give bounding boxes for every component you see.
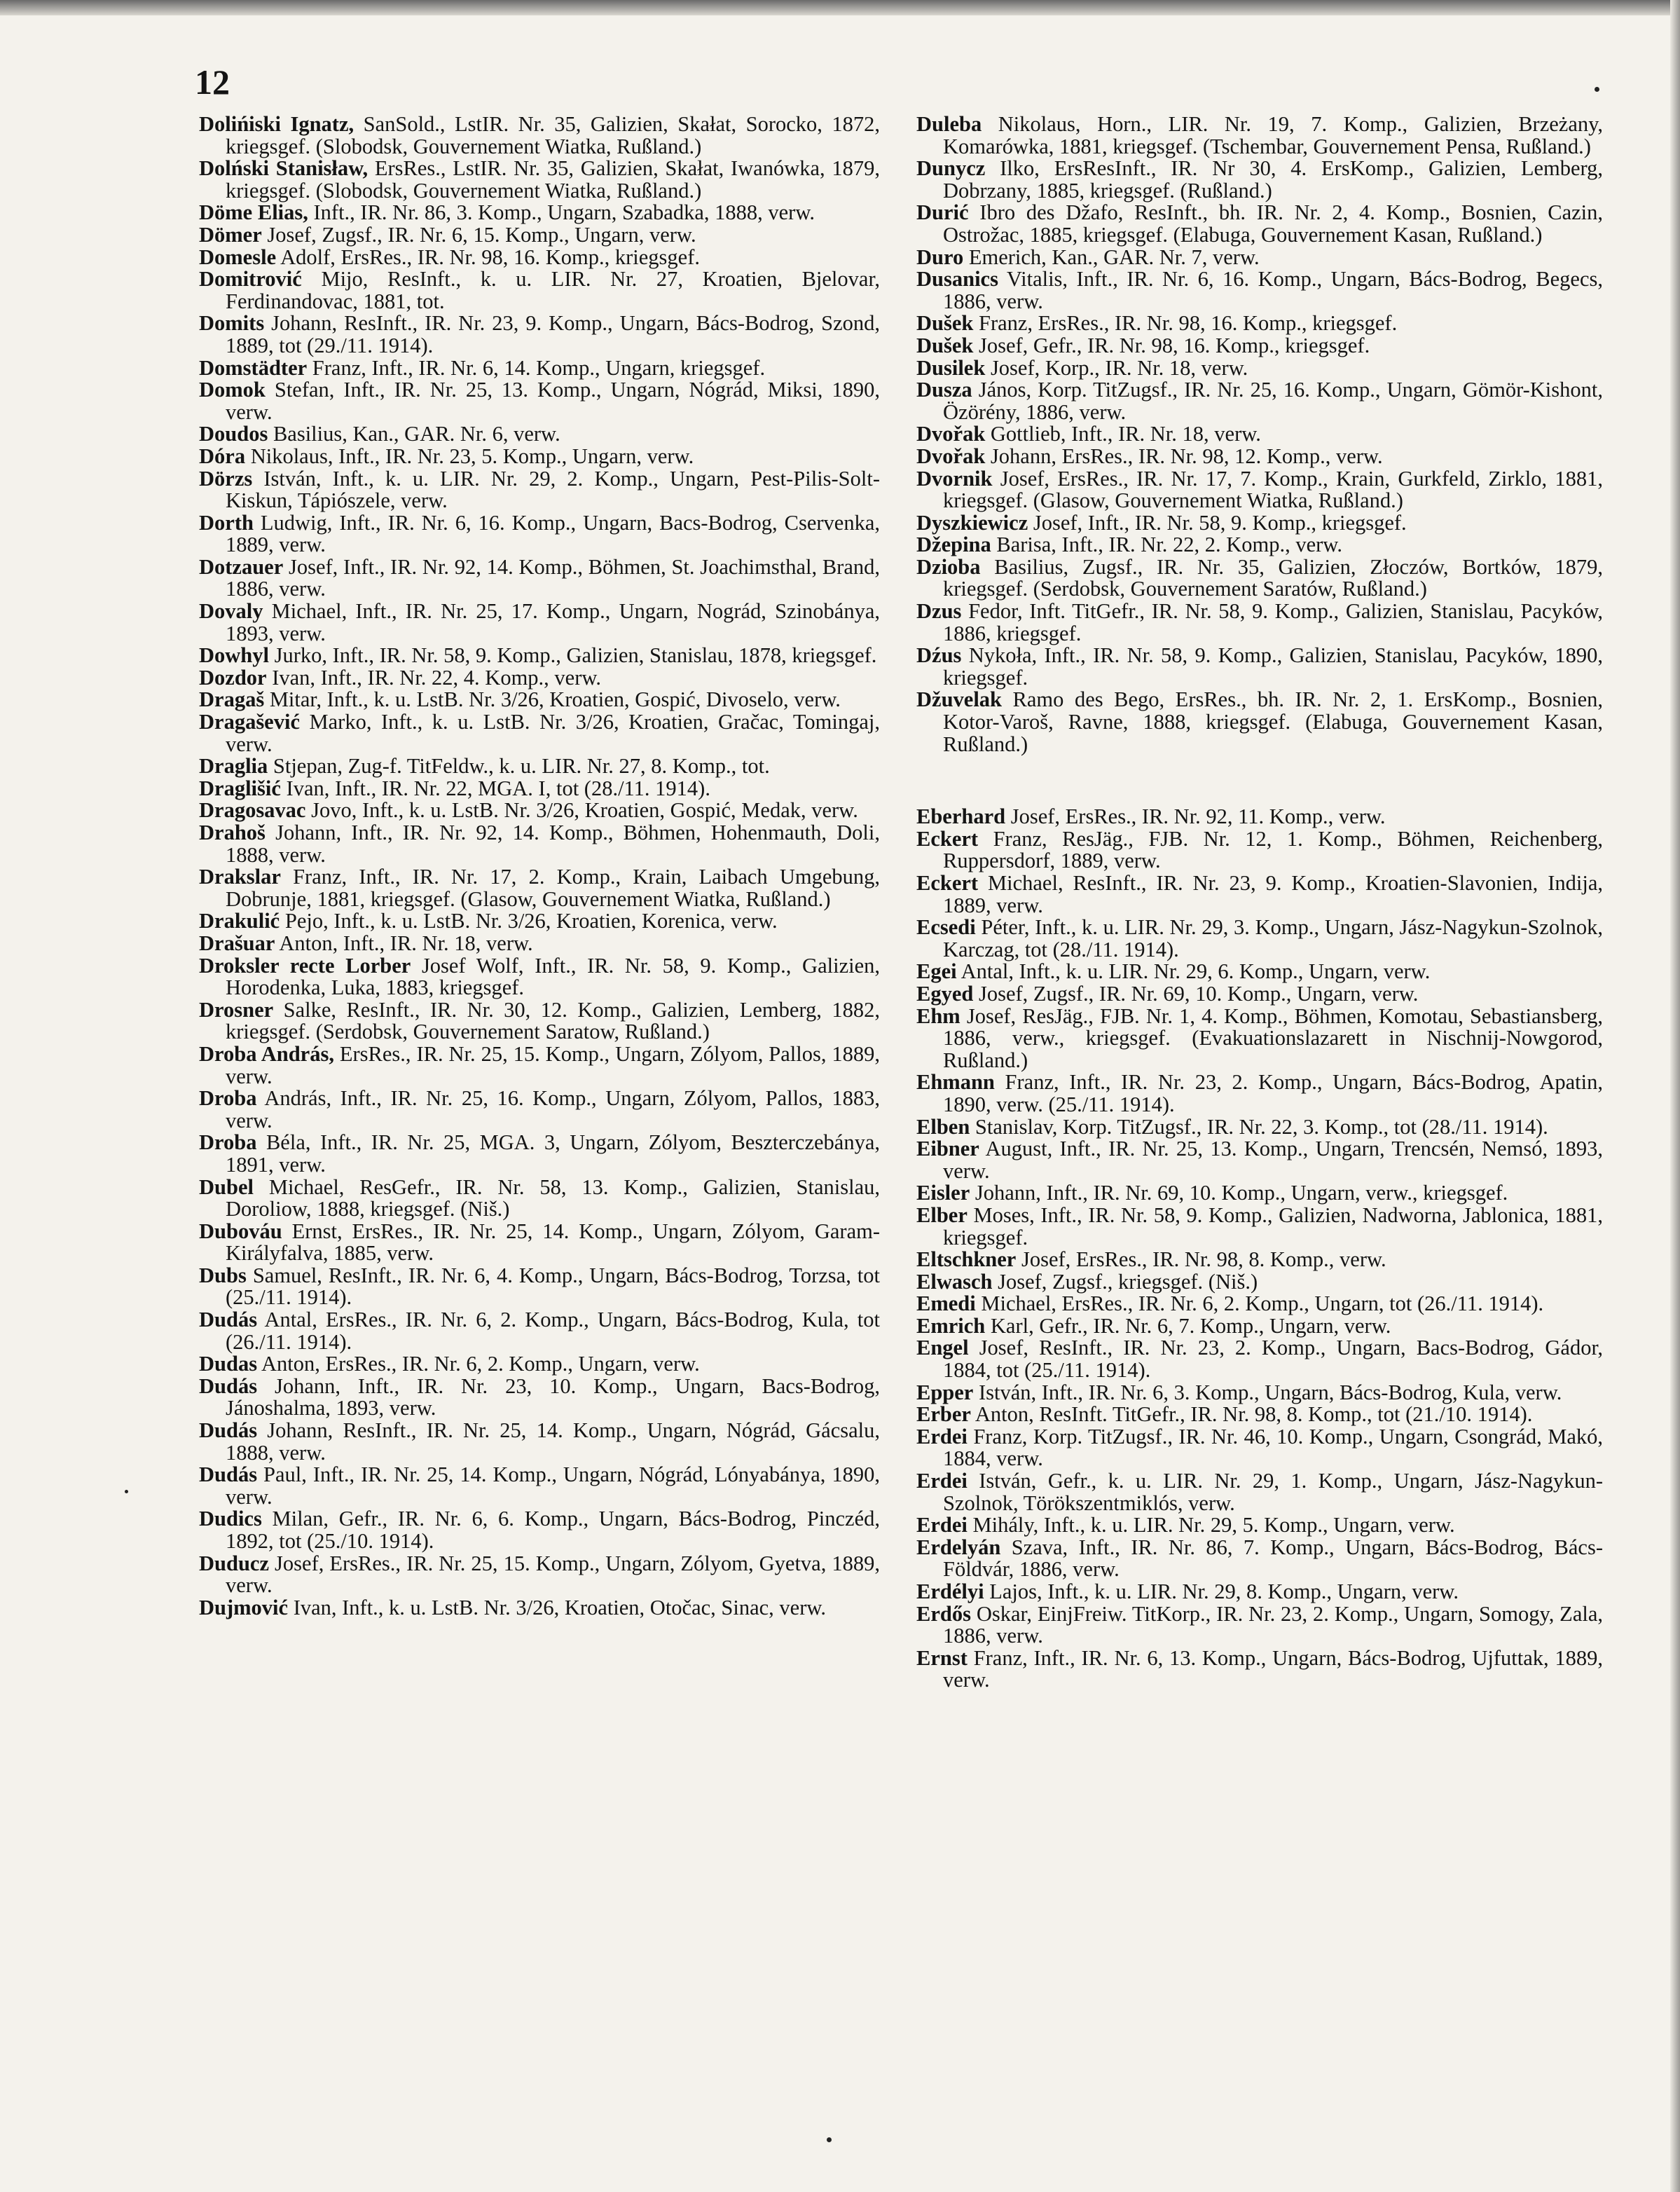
scan-right-edge <box>1670 0 1680 2192</box>
entry-details: Anton, Inft., IR. Nr. 18, verw. <box>279 931 533 955</box>
entry-surname: Drakulić <box>199 909 280 933</box>
entry-details: Josef, Gefr., IR. Nr. 98, 16. Komp., kriegsgef. <box>978 333 1370 357</box>
entry-details: Franz, Inft., IR. Nr. 6, 14. Komp., Ungarn, kriegsgef. <box>312 355 766 380</box>
entry-surname: Droba <box>199 1130 257 1155</box>
entry-details: August, Inft., IR. Nr. 25, 13. Komp., Ungarn, Trencsén, Nemsó, 1893, verw. <box>943 1137 1603 1183</box>
entry-details: Vitalis, Inft., IR. Nr. 6, 16. Komp., Ungarn, Bács-Bodrog, Begecs, 1886, verw. <box>943 267 1604 313</box>
entry-details: Ivan, Inft., IR. Nr. 22, 4. Komp., verw. <box>272 665 602 690</box>
entry-details: Basilius, Zugsf., IR. Nr. 35, Galizien, Złoczów, Bortków, 1879, kriegsgef. (Serdobsk, Gouvernement Saratów, Rußland.) <box>943 554 1603 601</box>
entry-details: Anton, ResInft. TitGefr., IR. Nr. 98, 8. Komp., tot (21./10. 1914). <box>975 1402 1533 1427</box>
entry-details: István, Inft., IR. Nr. 6, 3. Komp., Ungarn, Bács-Bodrog, Kula, verw. <box>978 1380 1562 1404</box>
register-entry <box>199 1553 880 1597</box>
register-entry <box>199 755 880 778</box>
register-entry <box>199 114 880 158</box>
entry-surname: Dvořak <box>916 444 986 468</box>
entry-surname: Ecsedi <box>916 915 976 940</box>
entry-surname: Dolński Stanisław, <box>199 156 369 181</box>
entry-surname: Emedi <box>916 1292 976 1316</box>
entry-surname: Duducz <box>199 1551 269 1575</box>
entry-surname: Domits <box>199 311 265 336</box>
register-entry <box>199 1376 880 1420</box>
entry-surname: Dubováu <box>199 1219 282 1243</box>
register-entry <box>199 822 880 866</box>
register-entry <box>916 1182 1603 1205</box>
entry-surname: Dudás <box>199 1463 258 1487</box>
register-entry <box>916 556 1603 601</box>
register-entry <box>916 468 1603 512</box>
entry-surname: Droksler recte Lorber <box>199 953 411 978</box>
entry-surname: Domok <box>199 378 266 402</box>
print-speck <box>1595 87 1599 92</box>
register-entry <box>199 313 880 357</box>
register-entry <box>916 423 1603 446</box>
entry-surname: Döme Elias, <box>199 200 308 225</box>
register-entry <box>916 1138 1603 1182</box>
entry-details: Karl, Gefr., IR. Nr. 6, 7. Komp., Ungarn, verw. <box>990 1313 1391 1338</box>
entry-surname: Dusilek <box>916 355 986 380</box>
entry-details: Josef, ResInft., IR. Nr. 23, 2. Komp., Ungarn, Bacs-Bodrog, Gádor, 1884, tot (25./11. 1914). <box>943 1336 1603 1383</box>
register-entry <box>199 933 880 955</box>
register-entry <box>199 667 880 690</box>
entry-details: Stefan, Inft., IR. Nr. 25, 13. Komp., Ungarn, Nógrád, Miksi, 1890, verw. <box>226 378 880 424</box>
register-entry <box>199 999 880 1043</box>
entry-surname: Dusza <box>916 378 972 402</box>
entry-surname: Eckert <box>916 871 979 895</box>
entry-details: Inft., IR. Nr. 86, 3. Komp., Ungarn, Szabadka, 1888, verw. <box>313 200 815 225</box>
entry-surname: Dubs <box>199 1263 247 1287</box>
register-entry <box>916 689 1603 755</box>
entry-surname: Dudás <box>199 1308 258 1332</box>
entry-details: Jurko, Inft., IR. Nr. 58, 9. Komp., Galizien, Stanislau, 1878, kriegsgef. <box>274 643 877 668</box>
entry-details: Emerich, Kan., GAR. Nr. 7, verw. <box>968 245 1260 269</box>
entry-surname: Dusanics <box>916 267 998 292</box>
register-entry <box>916 158 1603 202</box>
entry-details: Basilius, Kan., GAR. Nr. 6, verw. <box>273 422 560 446</box>
register-entry <box>199 689 880 711</box>
entry-surname: Draglišić <box>199 776 281 800</box>
register-entry <box>916 1205 1603 1249</box>
register-entry <box>199 1132 880 1176</box>
register-entry <box>199 711 880 755</box>
entry-surname: Eckert <box>916 826 979 851</box>
register-entry <box>199 268 880 313</box>
section-gap <box>916 755 1603 806</box>
entry-surname: Dzioba <box>916 554 981 579</box>
entry-details: Gottlieb, Inft., IR. Nr. 18, verw. <box>990 422 1261 446</box>
entry-details: István, Inft., k. u. LIR. Nr. 29, 2. Komp., Ungarn, Pest-Pilis-Solt-Kiskun, Tápiószele, verw. <box>226 466 880 513</box>
register-entry <box>916 1293 1603 1315</box>
entry-surname: Dragaš <box>199 687 265 712</box>
entry-details: Franz, Inft., IR. Nr. 17, 2. Komp., Krain, Laibach Umgebung, Dobrunje, 1881, kriegsgef. (Glasow, Gouvernement Wiatka, Rußland.) <box>226 865 880 911</box>
entry-details: Salke, ResInft., IR. Nr. 30, 12. Komp., Galizien, Lemberg, 1882, kriegsgef. (Serdobsk, Gouvernement Saratow, Rußland.) <box>226 997 880 1044</box>
entry-details: Adolf, ErsRes., IR. Nr. 98, 16. Komp., kriegsgef. <box>280 245 700 269</box>
register-entry <box>916 828 1603 872</box>
entry-details: Johann, Inft., IR. Nr. 23, 10. Komp., Ungarn, Bacs-Bodrog, Jánoshalma, 1893, verw. <box>226 1374 881 1420</box>
entry-details: Michael, Inft., IR. Nr. 25, 17. Komp., Ungarn, Nográd, Szinobánya, 1893, verw. <box>226 599 880 645</box>
entry-details: Ludwig, Inft., IR. Nr. 6, 16. Komp., Ungarn, Bacs-Bodrog, Cservenka, 1889, verw. <box>226 510 880 557</box>
entry-details: Szava, Inft., IR. Nr. 86, 7. Komp., Ungarn, Bács-Bodrog, Bács-Földvár, 1886, verw. <box>943 1535 1603 1582</box>
entry-details: Josef, Zugsf., IR. Nr. 6, 15. Komp., Ungarn, verw. <box>267 222 696 247</box>
entry-surname: Dubel <box>199 1174 254 1199</box>
entry-details: Nikolaus, Horn., LIR. Nr. 19, 7. Komp., Galizien, Brzeżany, Komarówka, 1881, kriegsgef. (Tschembar, Gouvernement Pensa, Rußland.) <box>943 112 1603 158</box>
entry-details: Franz, Inft., IR. Nr. 23, 2. Komp., Ungarn, Bács-Bodrog, Apatin, 1890, verw. (25./11. 1914). <box>943 1070 1603 1116</box>
entry-details: Josef, ErsRes., IR. Nr. 25, 15. Komp., Ungarn, Zólyom, Gyetva, 1889, verw. <box>226 1551 881 1598</box>
entry-surname: Droba <box>199 1086 257 1111</box>
entry-surname: Egei <box>916 959 957 984</box>
entry-details: Ivan, Inft., IR. Nr. 22, MGA. I, tot (28./11. 1914). <box>286 776 710 800</box>
entry-details: Stanislav, Korp. TitZugsf., IR. Nr. 22, 3. Komp., tot (28./11. 1914). <box>975 1114 1548 1139</box>
entry-surname: Draglia <box>199 754 268 779</box>
register-entry <box>916 1581 1603 1603</box>
register-entry <box>199 778 880 800</box>
register-entry <box>199 357 880 380</box>
entry-surname: Dujmović <box>199 1595 289 1619</box>
register-entry <box>916 1271 1603 1294</box>
entry-surname: Erdélyi <box>916 1580 984 1603</box>
entry-surname: Džepina <box>916 533 991 557</box>
entry-details: Mitar, Inft., k. u. LstB. Nr. 3/26, Kroatien, Gospić, Divoselo, verw. <box>269 687 841 712</box>
entry-details: Josef Wolf, Inft., IR. Nr. 58, 9. Komp., Galizien, Horodenka, Luka, 1883, kriegsgef. <box>226 953 880 1000</box>
entry-details: Johann, Inft., IR. Nr. 92, 14. Komp., Böhmen, Hohenmauth, Doli, 1888, verw. <box>226 821 881 867</box>
entry-surname: Dudás <box>199 1418 258 1443</box>
entry-details: Nykoła, Inft., IR. Nr. 58, 9. Komp., Galizien, Stanislau, Pacyków, 1890, kriegsgef. <box>943 643 1604 690</box>
entry-details: Ibro des Džafo, ResInft., bh. IR. Nr. 2, 4. Komp., Bosnien, Cazin, Ostrožac, 1885, kriegsgef. (Elabuga, Gouvernement Kasan, Rußland.) <box>943 200 1603 247</box>
entry-surname: Domitrović <box>199 267 302 292</box>
register-entry <box>199 1597 880 1619</box>
entry-surname: Dzus <box>916 599 962 624</box>
right-column-d-section <box>916 114 1603 755</box>
entry-surname: Dušek <box>916 333 974 357</box>
entry-surname: Dotzauer <box>199 554 284 579</box>
entry-surname: Elber <box>916 1203 968 1227</box>
register-entry <box>916 917 1603 961</box>
register-entry <box>199 446 880 468</box>
print-speck <box>125 1490 128 1493</box>
register-entry <box>916 1382 1603 1404</box>
entry-surname: Dörzs <box>199 466 253 491</box>
entry-details: István, Gefr., k. u. LIR. Nr. 29, 1. Komp., Ungarn, Jász-Nagykun-Szolnok, Törökszentmiklós, verw. <box>943 1469 1604 1515</box>
register-entry <box>199 955 880 999</box>
entry-details: Michael, ResGefr., IR. Nr. 58, 13. Komp., Galizien, Stanislau, Doroliow, 1888, kriegsgef. (Niš.) <box>226 1174 881 1221</box>
entry-surname: Drahoš <box>199 821 266 844</box>
register-entry <box>199 556 880 601</box>
entry-surname: Erdei <box>916 1513 968 1537</box>
register-entry <box>916 335 1603 357</box>
entry-details: Josef, ErsRes., IR. Nr. 98, 8. Komp., verw. <box>1021 1247 1386 1272</box>
entry-details: Josef, Zugsf., kriegsgef. (Niš.) <box>998 1269 1258 1294</box>
entry-surname: Duro <box>916 245 964 269</box>
register-entry <box>199 224 880 247</box>
entry-surname: Dunycz <box>916 156 986 181</box>
register-entry <box>199 800 880 822</box>
entry-details: Michael, ErsRes., IR. Nr. 6, 2. Komp., Ungarn, tot (26./11. 1914). <box>981 1292 1544 1316</box>
register-entry <box>916 512 1603 535</box>
register-entry <box>199 1088 880 1132</box>
entry-surname: Dömer <box>199 222 262 247</box>
entry-details: Johann, ResInft., IR. Nr. 25, 14. Komp., Ungarn, Nógrád, Gácsalu, 1888, verw. <box>226 1418 880 1465</box>
register-entry <box>916 1337 1603 1381</box>
left-column <box>199 114 880 1619</box>
entry-surname: Domesle <box>199 245 277 269</box>
register-entry <box>199 1508 880 1552</box>
entry-details: Johann, Inft., IR. Nr. 69, 10. Komp., Ungarn, verw., kriegsgef. <box>975 1181 1508 1205</box>
entry-surname: Eltschkner <box>916 1247 1017 1272</box>
entry-details: Franz, ErsRes., IR. Nr. 98, 16. Komp., kriegsgef. <box>978 311 1398 336</box>
entry-details: Michael, ResInft., IR. Nr. 23, 9. Komp., Kroatien-Slavonien, Indija, 1889, verw. <box>943 871 1603 917</box>
entry-surname: Dyszkiewicz <box>916 510 1028 535</box>
entry-details: Franz, Korp. TitZugsf., IR. Nr. 46, 10. Komp., Ungarn, Csongrád, Makó, 1884, verw. <box>943 1424 1603 1471</box>
entry-details: Samuel, ResInft., IR. Nr. 6, 4. Komp., Ungarn, Bács-Bodrog, Torzsa, tot (25./11. 1914). <box>226 1263 881 1310</box>
entry-details: SanSold., LstIR. Nr. 35, Galizien, Skałat, Sorocko, 1872, kriegsgef. (Slobodsk, Gouvernement Wiatka, Rußland.) <box>226 112 880 158</box>
entry-surname: Droba András, <box>199 1041 334 1066</box>
register-entry <box>199 866 880 910</box>
entry-details: Béla, Inft., IR. Nr. 25, MGA. 3, Ungarn, Zólyom, Beszterczebánya, 1891, verw. <box>226 1130 880 1177</box>
register-entry <box>199 512 880 556</box>
register-entry <box>199 158 880 202</box>
register-entry <box>199 1221 880 1265</box>
entry-surname: Džuvelak <box>916 687 1002 712</box>
entry-details: Antal, ErsRes., IR. Nr. 6, 2. Komp., Ungarn, Bács-Bodrog, Kula, tot (26./11. 1914). <box>226 1308 880 1354</box>
register-entry <box>199 1265 880 1309</box>
register-entry <box>199 1309 880 1353</box>
entry-surname: Dušek <box>916 311 974 336</box>
register-entry <box>916 601 1603 645</box>
register-entry <box>916 1116 1603 1139</box>
entry-details: Mijo, ResInft., k. u. LIR. Nr. 27, Kroatien, Bjelovar, Ferdinandovac, 1881, tot. <box>226 267 881 313</box>
register-entry <box>916 534 1603 556</box>
entry-details: Nikolaus, Inft., IR. Nr. 23, 5. Komp., Ungarn, verw. <box>250 444 694 468</box>
entry-surname: Dragašević <box>199 710 300 734</box>
entry-surname: Elwasch <box>916 1269 993 1294</box>
entry-surname: Dragosavac <box>199 798 306 823</box>
entry-surname: Domstädter <box>199 355 308 380</box>
register-entry <box>916 114 1603 158</box>
register-entry <box>916 645 1603 689</box>
entry-details: Josef, Korp., IR. Nr. 18, verw. <box>990 355 1248 380</box>
entry-details: Pejo, Inft., k. u. LstB. Nr. 3/26, Kroatien, Korenica, verw. <box>284 909 778 933</box>
register-entry <box>916 1514 1603 1537</box>
entry-details: Ramo des Bego, ErsRes., bh. IR. Nr. 2, 1. ErsKomp., Bosnien, Kotor-Varoš, Ravne, 1888, kriegsgef. (Elabuga, Gouvernement Kasan, Rußland.) <box>943 687 1603 756</box>
entry-surname: Drašuar <box>199 931 275 955</box>
register-entry <box>916 202 1603 246</box>
entry-details: Mihály, Inft., k. u. LIR. Nr. 29, 5. Komp., Ungarn, verw. <box>972 1513 1455 1537</box>
entry-surname: Elben <box>916 1114 970 1139</box>
register-entry <box>916 1537 1603 1581</box>
entry-details: Ilko, ErsResInft., IR. Nr 30, 4. ErsKomp., Galizien, Lemberg, Dobrzany, 1885, kriegsgef. (Rußland.) <box>943 156 1603 203</box>
entry-details: Péter, Inft., k. u. LIR. Nr. 29, 3. Komp., Ungarn, Jász-Nagykun-Szolnok, Karczag, tot (28./11. 1914). <box>943 915 1604 961</box>
right-column-e-section <box>916 806 1603 1692</box>
register-entry <box>199 601 880 645</box>
entry-details: Josef, Inft., IR. Nr. 92, 14. Komp., Böhmen, St. Joachimsthal, Brand, 1886, verw. <box>226 554 880 601</box>
entry-surname: Dolińiski Ignatz, <box>199 112 354 136</box>
entry-surname: Dudas <box>199 1352 258 1376</box>
entry-surname: Dóra <box>199 444 246 468</box>
register-entry <box>199 1353 880 1376</box>
entry-details: Antal, Inft., k. u. LIR. Nr. 29, 6. Komp., Ungarn, verw. <box>961 959 1431 984</box>
register-entry <box>199 202 880 224</box>
entry-surname: Dvořak <box>916 422 986 446</box>
register-entry <box>916 379 1603 423</box>
entry-surname: Doudos <box>199 422 268 446</box>
entry-details: Josef, Inft., IR. Nr. 58, 9. Komp., kriegsgef. <box>1033 510 1407 535</box>
entry-details: Josef, ErsRes., IR. Nr. 92, 11. Komp., verw. <box>1010 804 1386 829</box>
entry-details: Stjepan, Zug-f. TitFeldw., k. u. LIR. Nr. 27, 8. Komp., tot. <box>273 754 770 779</box>
entry-details: Oskar, EinjFreiw. TitKorp., IR. Nr. 23, 2. Komp., Ungarn, Somogy, Zala, 1886, verw. <box>943 1601 1603 1648</box>
register-entry <box>199 468 880 512</box>
entry-details: Jovo, Inft., k. u. LstB. Nr. 3/26, Kroatien, Gospić, Medak, verw. <box>311 798 858 823</box>
entry-surname: Ernst <box>916 1645 968 1670</box>
entry-details: Josef, ResJäg., FJB. Nr. 1, 4. Komp., Böhmen, Komotau, Sebastiansberg, 1886, verw., kriegsgef. (Evakuationslazarett in Nischnij-Nowgorod, Rußland.) <box>943 1003 1603 1072</box>
register-entry <box>916 446 1603 468</box>
entry-surname: Drakslar <box>199 865 281 889</box>
entry-surname: Dudás <box>199 1374 258 1398</box>
entry-details: Ernst, ErsRes., IR. Nr. 25, 14. Komp., Ungarn, Zólyom, Garam-Királyfalva, 1885, verw. <box>226 1219 880 1266</box>
page-number: 12 <box>195 62 230 102</box>
entry-details: Fedor, Inft. TitGefr., IR. Nr. 58, 9. Komp., Galizien, Stanislau, Pacyków, 1886, kriegsgef. <box>943 599 1604 645</box>
entry-details: Franz, ResJäg., FJB. Nr. 12, 1. Komp., Böhmen, Reichenberg, Ruppersdorf, 1889, verw. <box>943 826 1604 873</box>
entry-details: Johann, ErsRes., IR. Nr. 98, 12. Komp., verw. <box>990 444 1383 468</box>
print-speck <box>827 2137 832 2142</box>
entry-surname: Eibner <box>916 1137 979 1161</box>
register-entry <box>199 645 880 667</box>
register-entry <box>916 961 1603 983</box>
entry-surname: Duleba <box>916 112 982 136</box>
entry-surname: Ehm <box>916 1003 961 1028</box>
register-entry <box>199 423 880 446</box>
entry-surname: Erdei <box>916 1469 968 1493</box>
register-entry <box>199 1420 880 1464</box>
entry-details: Anton, ErsRes., IR. Nr. 6, 2. Komp., Ungarn, verw. <box>261 1352 700 1376</box>
entry-surname: Dvornik <box>916 466 993 491</box>
register-entry <box>916 1315 1603 1338</box>
entry-surname: Egyed <box>916 981 974 1006</box>
entry-details: Franz, Inft., IR. Nr. 6, 13. Komp., Ungarn, Bács-Bodrog, Ujfuttak, 1889, verw. <box>943 1645 1604 1692</box>
entry-surname: Emrich <box>916 1313 986 1338</box>
entry-surname: Dudics <box>199 1507 262 1531</box>
register-entry <box>916 313 1603 335</box>
entry-surname: Durić <box>916 200 969 225</box>
entry-details: Johann, ResInft., IR. Nr. 23, 9. Komp., Ungarn, Bács-Bodrog, Szond, 1889, tot (29./11. 1914). <box>226 311 881 357</box>
entry-details: ErsRes., IR. Nr. 25, 15. Komp., Ungarn, Zólyom, Pallos, 1889, verw. <box>226 1041 880 1088</box>
register-entry <box>916 1426 1603 1470</box>
entry-surname: Dźus <box>916 643 962 668</box>
entry-surname: Epper <box>916 1380 974 1404</box>
register-entry <box>916 1645 1604 1692</box>
entry-details: János, Korp. TitZugsf., IR. Nr. 25, 16. Komp., Ungarn, Gömör-Kishont, Özörény, 1886, verw. <box>943 378 1604 424</box>
entry-surname: Erber <box>916 1402 971 1427</box>
entry-details: Milan, Gefr., IR. Nr. 6, 6. Komp., Ungarn, Bács-Bodrog, Pinczéd, 1892, tot (25./10. 1914). <box>226 1507 881 1553</box>
register-entry <box>916 806 1603 828</box>
entry-details: Marko, Inft., k. u. LstB. Nr. 3/26, Kroatien, Gračac, Tomingaj, verw. <box>226 710 880 756</box>
entry-surname: Ehmann <box>916 1070 995 1095</box>
scan-top-edge <box>0 0 1680 15</box>
register-entry <box>916 1003 1603 1072</box>
register-entry <box>916 1404 1603 1426</box>
register-entry <box>916 1249 1603 1271</box>
entry-surname: Erdelyán <box>916 1535 1001 1559</box>
right-column <box>916 114 1603 1692</box>
entry-surname: Erdei <box>916 1424 968 1448</box>
entry-surname: Erdős <box>916 1601 971 1626</box>
entry-details: Lajos, Inft., k. u. LIR. Nr. 29, 8. Komp., Ungarn, verw. <box>989 1580 1459 1603</box>
entry-details: Josef, ErsRes., IR. Nr. 17, 7. Komp., Krain, Gurkfeld, Zirklo, 1881, kriegsgef. (Glasow, Gouvernement Wiatka, Rußland.) <box>943 466 1603 513</box>
entry-surname: Drosner <box>199 997 274 1022</box>
register-entry <box>916 983 1603 1006</box>
entry-details: ErsRes., LstIR. Nr. 35, Galizien, Skałat, Iwanówka, 1879, kriegsgef. (Slobodsk, Gouvernement Wiatka, Rußland.) <box>226 156 881 203</box>
entry-details: Moses, Inft., IR. Nr. 58, 9. Komp., Galizien, Nadworna, Jablonica, 1881, kriegsgef. <box>943 1203 1603 1249</box>
register-entry <box>916 1603 1603 1648</box>
entry-details: Paul, Inft., IR. Nr. 25, 14. Komp., Ungarn, Nógrád, Lónyabánya, 1890, verw. <box>226 1463 880 1509</box>
entry-surname: Dorth <box>199 510 254 535</box>
entry-surname: Dovaly <box>199 599 263 624</box>
entry-details: Barisa, Inft., IR. Nr. 22, 2. Komp., verw. <box>996 533 1342 557</box>
entry-details: András, Inft., IR. Nr. 25, 16. Komp., Ungarn, Zólyom, Pallos, 1883, verw. <box>226 1086 880 1132</box>
entry-surname: Eisler <box>916 1181 970 1205</box>
entry-surname: Dowhyl <box>199 643 269 668</box>
register-entry <box>199 379 880 423</box>
entry-details: Josef, Zugsf., IR. Nr. 69, 10. Komp., Ungarn, verw. <box>978 981 1419 1006</box>
register-entry <box>199 1174 881 1221</box>
entry-surname: Dozdor <box>199 665 267 690</box>
register-entry <box>199 1464 880 1508</box>
entry-surname: Engel <box>916 1336 969 1360</box>
entry-details: Ivan, Inft., k. u. LstB. Nr. 3/26, Kroatien, Otočac, Sinac, verw. <box>293 1595 827 1619</box>
register-entry <box>199 910 880 933</box>
register-entry <box>916 247 1603 269</box>
register-entry <box>916 1470 1603 1514</box>
register-entry <box>916 872 1603 917</box>
register-entry <box>916 357 1603 380</box>
register-entry <box>199 1043 880 1088</box>
register-entry <box>916 268 1603 313</box>
register-entry <box>199 247 880 269</box>
register-entry <box>916 1071 1603 1116</box>
entry-surname: Eberhard <box>916 804 1006 829</box>
